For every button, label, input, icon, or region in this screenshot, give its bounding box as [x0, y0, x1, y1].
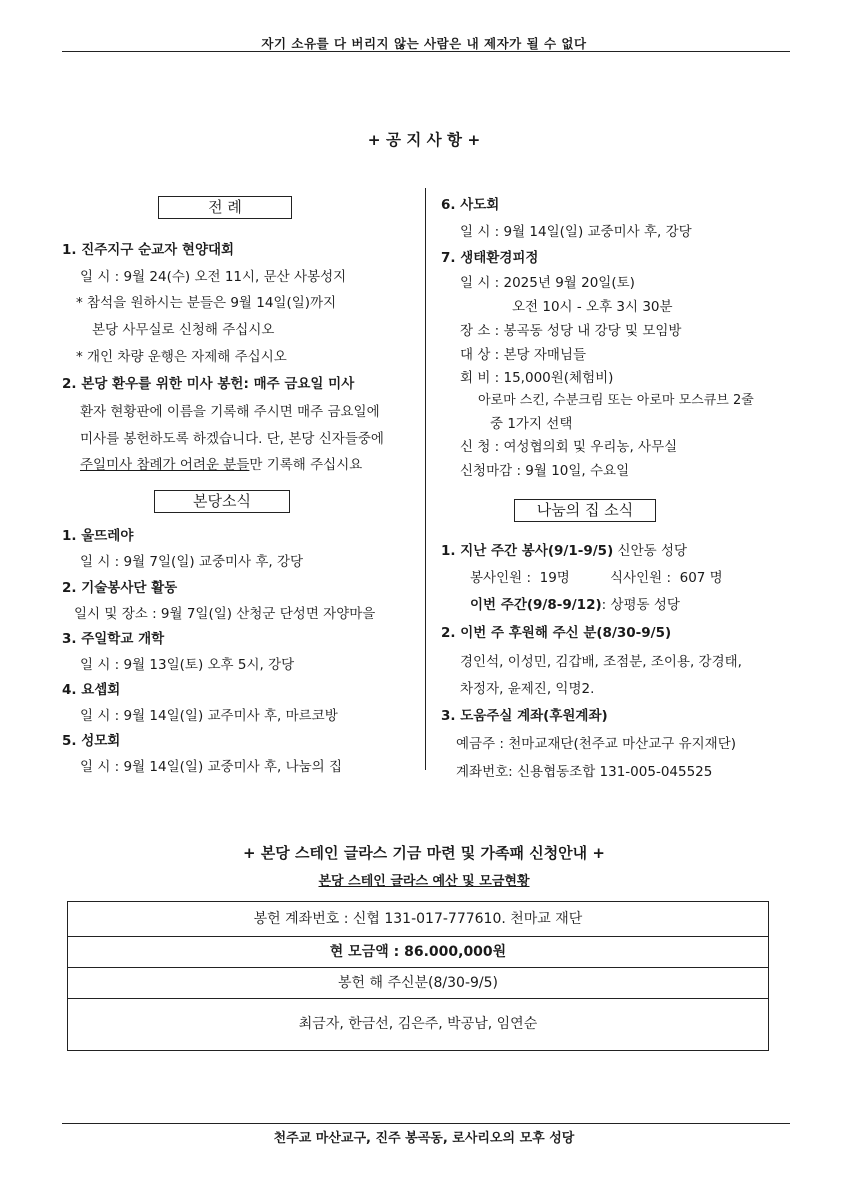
volunteer-count [470, 566, 570, 586]
notice-title: + 공 지 사 항 + [367, 131, 481, 149]
meal-count [610, 566, 723, 586]
retreat-line: 아로마 스킨, 수분크림 또는 아로마 모스큐브 2줄 [478, 393, 754, 408]
next-week-line [470, 593, 680, 613]
news-item-5-title: 5. 성모회 [62, 733, 121, 749]
news-item-3-line: 일 시 : 9월 13일(토) 오후 5시, 강당 [80, 657, 295, 673]
column-divider [425, 188, 426, 770]
news-item-1-line: 일 시 : 9월 7일(일) 교중미사 후, 강당 [80, 554, 304, 570]
sharing-item-3-title: 3. 도움주실 계좌(후원계좌) [441, 708, 608, 724]
volunteer-value: 19명 [539, 570, 570, 586]
news-item-2-line: 일시 및 장소 : 9월 7일(일) 산청군 단성면 자양마을 [74, 606, 376, 622]
liturgy-item-2-line: 환자 현황판에 이름을 기록해 주시면 매주 금요일에 [80, 404, 380, 420]
next-week-rest: : 상평동 성당 [601, 597, 680, 613]
account-holder: 예금주 : 천마교재단(천주교 마산교구 유지재단) [456, 736, 737, 752]
next-week-label: 이번 주간(9/8-9/12) [470, 597, 602, 613]
liturgy-item-1-title: 1. 진주지구 순교자 현양대회 [62, 242, 235, 258]
liturgy-item-2-title: 2. 본당 환우를 위한 미사 봉헌: 매주 금요일 미사 [62, 376, 355, 392]
fund-current-row: 현 모금액 : 86.000,000원 [68, 937, 768, 968]
retreat-line: 중 1가지 선택 [490, 416, 573, 432]
title-rest: 신안동 성당 [613, 543, 688, 559]
news-item-4-line: 일 시 : 9월 14일(일) 교주미사 후, 마르코방 [80, 708, 338, 724]
fund-subtitle-text: 본당 스테인 글라스 예산 및 모금현황 [318, 874, 530, 889]
news-item-5-line: 일 시 : 9월 14일(일) 교중미사 후, 나눔의 집 [80, 759, 343, 775]
liturgy-item-2-line [80, 453, 362, 473]
liturgy-item-2-line: 미사를 봉헌하도록 하겠습니다. 단, 본당 신자들중에 [80, 431, 384, 447]
right-item-6-title: 6. 사도회 [441, 197, 500, 213]
footer-rule [62, 1123, 790, 1124]
news-item-2-title: 2. 기술봉사단 활동 [62, 580, 178, 596]
donor-line: 경인석, 이성민, 김갑배, 조점분, 조이용, 강경태, [460, 654, 742, 670]
right-item-7-title: 7. 생태환경피정 [441, 250, 539, 266]
fund-donors-label-row: 봉헌 해 주신분(8/30-9/5) [68, 968, 768, 999]
meal-value: 607 명 [679, 570, 723, 586]
news-item-1-title: 1. 울뜨레야 [62, 528, 134, 544]
sharing-item-1-title [441, 539, 687, 559]
retreat-line: 오전 10시 - 오후 3시 30분 [512, 299, 673, 315]
news-item-4-title: 4. 요셉회 [62, 682, 121, 698]
fund-title: + 본당 스테인 글라스 기금 마련 및 가족패 신청안내 + [243, 844, 605, 862]
retreat-line: 대 상 : 본당 자매님들 [460, 347, 587, 363]
sharing-house-box: 나눔의 집 소식 [514, 499, 656, 522]
title-bold: 1. 지난 주간 봉사(9/1-9/5) [441, 543, 614, 559]
retreat-line: 일 시 : 2025년 9월 20일(토) [460, 275, 635, 291]
fund-account-row: 봉헌 계좌번호 : 신협 131-017-777610. 천마교 재단 [68, 902, 768, 937]
right-item-6-line: 일 시 : 9월 14일(일) 교중미사 후, 강당 [460, 224, 692, 240]
donor-line: 차정자, 윤제진, 익명2. [460, 681, 595, 697]
retreat-line: 신청마감 : 9월 10일, 수요일 [460, 463, 630, 479]
meal-label: 식사인원 : [610, 570, 672, 586]
news-item-3-title: 3. 주일학교 개학 [62, 631, 165, 647]
liturgy-item-1-line: * 참석을 원하시는 분들은 9월 14일(일)까지 [76, 295, 337, 311]
account-number: 계좌번호: 신용협동조합 131-005-045525 [456, 764, 713, 780]
fund-subtitle [0, 870, 848, 889]
retreat-line: 회 비 : 15,000원(체험비) [460, 370, 614, 386]
header-slogan: 자기 소유를 다 버리지 않는 사람은 내 제자가 될 수 없다 [261, 36, 587, 51]
parish-news-box: 본당소식 [154, 490, 290, 513]
underlined-text: 주일미사 참례가 어려운 분들 [80, 457, 250, 473]
retreat-line: 신 청 : 여성협의회 및 우리농, 사무실 [460, 439, 678, 455]
liturgy-item-1-line: * 개인 차량 운행은 자제해 주십시오 [76, 349, 287, 365]
volunteer-label: 봉사인원 : [470, 570, 532, 586]
footer-text: 천주교 마산교구, 진주 봉곡동, 로사리오의 모후 성당 [273, 1131, 575, 1146]
liturgy-item-1-line: 본당 사무실로 신청해 주십시오 [92, 322, 275, 338]
sharing-item-2-title: 2. 이번 주 후원해 주신 분(8/30-9/5) [441, 625, 672, 641]
header-rule [62, 51, 790, 52]
fund-donors-row: 최금자, 한금선, 김은주, 박공남, 임연순 [298, 1016, 538, 1032]
fund-table [67, 901, 769, 1051]
retreat-line: 장 소 : 봉곡동 성당 내 강당 및 모임방 [460, 323, 682, 339]
line-rest: 만 기록해 주십시요 [249, 457, 363, 473]
liturgy-section-box: 전 례 [158, 196, 292, 219]
liturgy-item-1-line: 일 시 : 9월 24(수) 오전 11시, 문산 사봉성지 [80, 269, 347, 285]
